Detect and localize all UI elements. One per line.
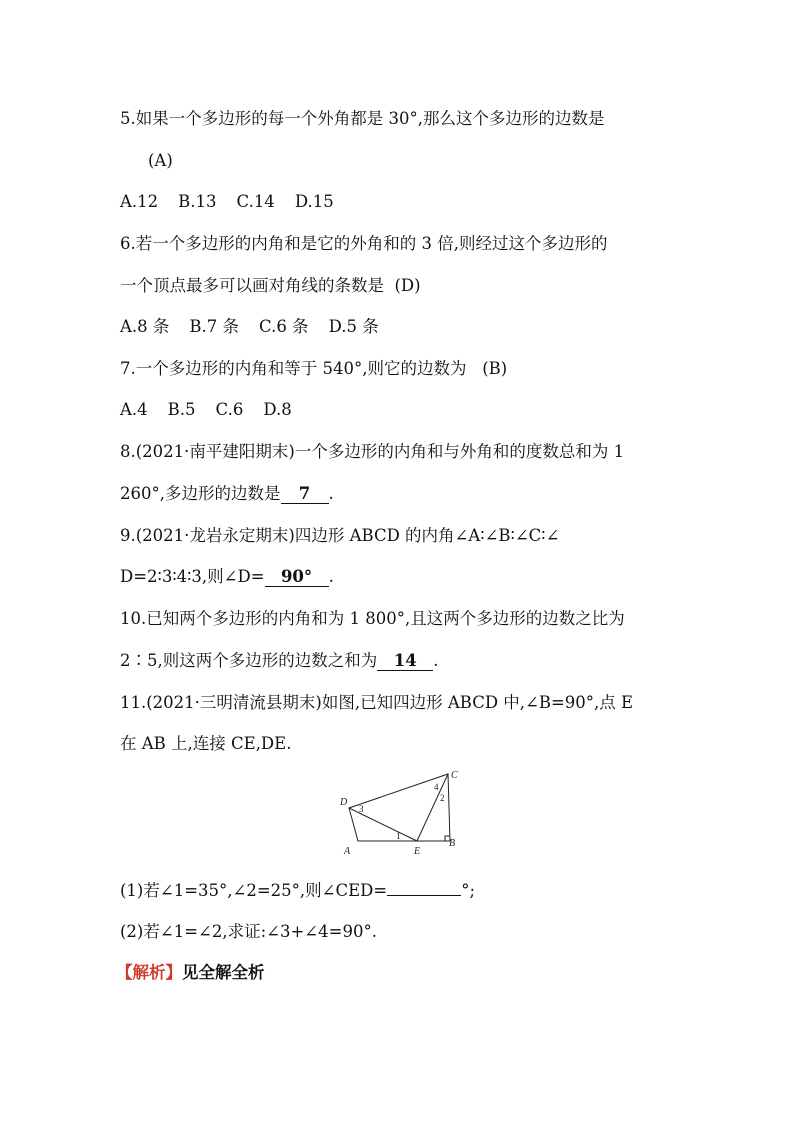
point-label-d: D [340, 797, 348, 808]
point-label-e: E [414, 846, 421, 857]
q5-option-d: D.15 [294, 192, 334, 211]
q11-part2: (2)若∠1=∠2,求证:∠3+∠4=90°. [120, 922, 377, 941]
q7-option-d: D.8 [263, 400, 292, 419]
q9-line2-post: . [328, 567, 334, 586]
q7-option-c: C.6 [215, 400, 244, 419]
q7-line1-text: 7.一个多边形的内角和等于 540°,则它的边数为 [120, 359, 467, 378]
q10-line2 [120, 650, 439, 672]
q5-answer: (A) [148, 151, 173, 170]
q6-option-c: C.6 条 [259, 317, 309, 336]
analysis-text: 见全解全析 [182, 963, 265, 982]
q8-line2 [120, 483, 334, 505]
q6-line2-text: 一个顶点最多可以画对角线的条数是 [120, 276, 384, 295]
q8-answer-blank: 7 [281, 485, 329, 504]
point-label-b: B [449, 838, 456, 849]
q5-option-a: A.12 [120, 192, 159, 211]
q11-line1: 11.(2021·三明清流县期末)如图,已知四边形 ABCD 中,∠B=90°,点 E [120, 693, 634, 712]
q7-option-b: B.5 [167, 400, 196, 419]
q6-line1: 6.若一个多边形的内角和是它的外角和的 3 倍,则经过这个多边形的 [120, 234, 608, 253]
q5-option-c: C.14 [236, 192, 275, 211]
q8-line2-post: . [328, 484, 334, 503]
q6-option-d: D.5 条 [328, 317, 379, 336]
q10-line2-pre: 2∶5,则这两个多边形的边数之和为 [120, 651, 378, 670]
angle-label-4: 4 [434, 782, 439, 792]
q5-option-b: B.13 [178, 192, 217, 211]
quadrilateral-figure [330, 766, 470, 858]
segment-ce [417, 774, 448, 841]
q9-line2 [120, 566, 334, 588]
q9-line2-pre: D=2∶3∶4∶3,则∠D= [120, 567, 265, 586]
q11-part1 [120, 880, 475, 902]
point-label-a: A [344, 846, 351, 857]
angle-label-2: 2 [440, 793, 445, 803]
q7-line1 [120, 358, 507, 380]
q9-line1: 9.(2021·龙岩永定期末)四边形 ABCD 的内角∠A∶∠B∶∠C∶∠ [120, 526, 560, 545]
q11-part1-pre: (1)若∠1=35°,∠2=25°,则∠CED= [120, 881, 388, 900]
q10-line2-post: . [433, 651, 439, 670]
q9-answer-blank: 90° [265, 568, 329, 587]
q7-answer: (B) [482, 359, 508, 378]
q6-options [120, 316, 399, 338]
q11-part1-blank [387, 895, 461, 896]
q10-answer-blank: 14 [377, 652, 433, 671]
q11-line2: 在 AB 上,连接 CE,DE. [120, 734, 292, 753]
q8-line2-pre: 260°,多边形的边数是 [120, 484, 281, 503]
q5-line1: 5.如果一个多边形的每一个外角都是 30°,那么这个多边形的边数是 [120, 109, 605, 128]
analysis-line [116, 962, 265, 984]
angle-label-1: 1 [396, 831, 401, 841]
q6-line2 [120, 275, 421, 297]
q6-option-a: A.8 条 [120, 317, 170, 336]
q5-options [120, 191, 354, 213]
analysis-tag: 【解析】 [116, 963, 182, 982]
q8-line1: 8.(2021·南平建阳期末)一个多边形的内角和与外角和的度数总和为 1 [120, 442, 625, 461]
q11-part1-post: °; [461, 881, 476, 900]
q10-line1: 10.已知两个多边形的内角和为 1 800°,且这两个多边形的边数之比为 [120, 609, 625, 628]
angle-label-3: 3 [359, 804, 364, 814]
q6-option-b: B.7 条 [189, 317, 240, 336]
point-label-c: C [451, 770, 458, 781]
q7-option-a: A.4 [120, 400, 148, 419]
q6-answer: (D) [394, 276, 421, 295]
q7-options [120, 399, 312, 421]
